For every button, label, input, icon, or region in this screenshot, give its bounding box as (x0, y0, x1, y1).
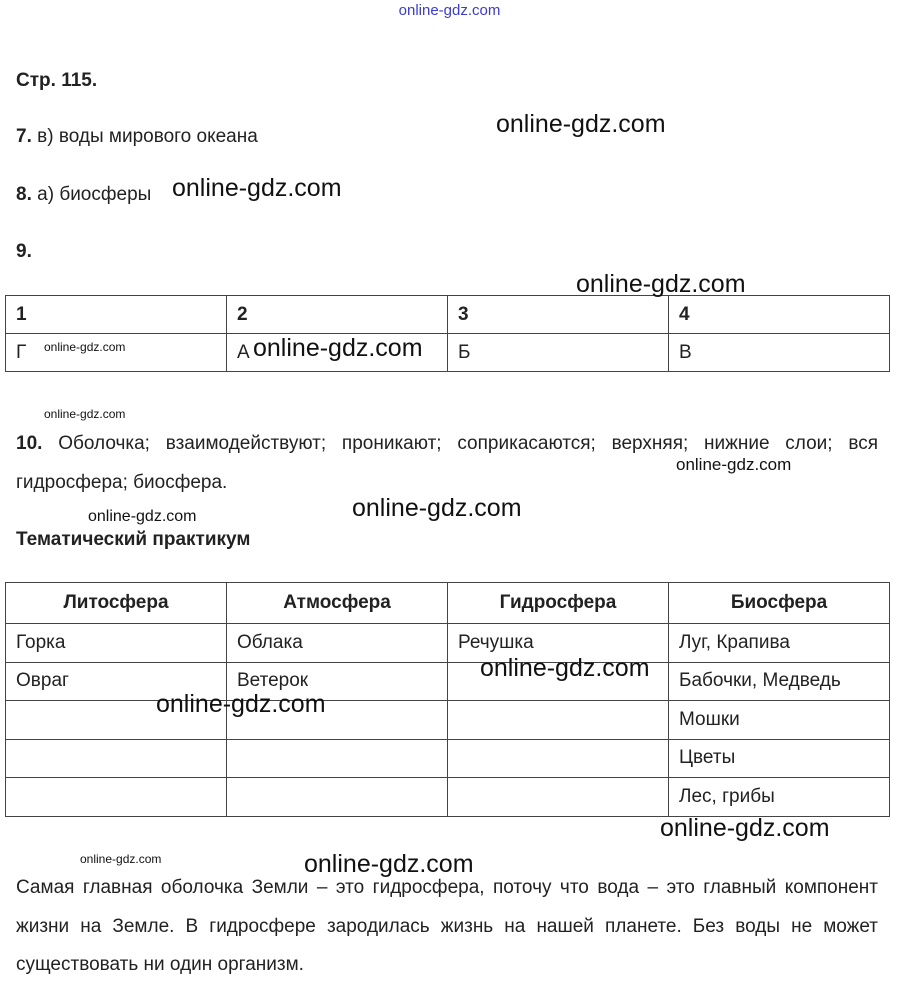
table-cell: Лес, грибы (669, 778, 890, 817)
table-cell: Овраг (6, 662, 227, 701)
watermark: online-gdz.com (44, 407, 126, 421)
table-cell: Ветерок (227, 662, 448, 701)
answer-9-number: 9. (16, 241, 32, 262)
table1-value-cell: А (227, 334, 448, 372)
watermark: online-gdz.com (480, 654, 650, 682)
watermark: online-gdz.com (576, 270, 746, 298)
answer-8-number: 8. (16, 184, 32, 205)
watermark: online-gdz.com (496, 110, 666, 138)
answer-7 (16, 126, 258, 148)
table-cell (6, 739, 227, 778)
column-header: Гидросфера (448, 583, 669, 624)
watermark: online-gdz.com (253, 334, 423, 362)
table1-value-cell: Б (448, 334, 669, 372)
answer-10-text: Оболочка; взаимодействуют; проникают; соприкасаются; верхняя; нижние слои; вся гидросфера; биосфера. (16, 433, 878, 493)
table1-header-cell: 2 (227, 296, 448, 334)
watermark: online-gdz.com (172, 174, 342, 202)
answer-8 (16, 184, 151, 206)
column-header: Биосфера (669, 583, 890, 624)
table-cell (227, 778, 448, 817)
table-cell: Мошки (669, 701, 890, 740)
section-title: Тематический практикум (16, 529, 251, 550)
table1-header-cell: 4 (669, 296, 890, 334)
answer-8-text: а) биосферы (37, 184, 152, 205)
table-cell: Облака (227, 624, 448, 663)
table-row (6, 624, 890, 663)
watermark: online-gdz.com (676, 455, 792, 474)
table-row (6, 701, 890, 740)
answer-7-number: 7. (16, 126, 32, 147)
answer-9-table (5, 295, 890, 372)
watermark: online-gdz.com (156, 690, 326, 718)
table-row (6, 334, 890, 372)
table-row (6, 778, 890, 817)
table-cell (448, 739, 669, 778)
table-cell: Бабочки, Медведь (669, 662, 890, 701)
table1-value-cell: Г (6, 334, 227, 372)
watermark: online-gdz.com (352, 494, 522, 522)
table-cell (448, 701, 669, 740)
spheres-table (5, 582, 890, 817)
table-cell: Цветы (669, 739, 890, 778)
table-row (6, 739, 890, 778)
top-watermark: online-gdz.com (398, 2, 501, 19)
answer-10-number: 10. (16, 433, 43, 454)
watermark: online-gdz.com (304, 850, 474, 878)
table-cell (227, 739, 448, 778)
table-header-row (6, 583, 890, 624)
table-cell: Луг, Крапива (669, 624, 890, 663)
page-header: Стр. 115. (16, 70, 98, 91)
table1-header-cell: 3 (448, 296, 669, 334)
table-cell (6, 778, 227, 817)
table-row (6, 662, 890, 701)
watermark: online-gdz.com (80, 852, 162, 866)
watermark: online-gdz.com (44, 340, 126, 354)
watermark: online-gdz.com (88, 508, 197, 525)
conclusion-paragraph: Самая главная оболочка Земли – это гидросфера, поточу что вода – это главный компонент жизни на Земле. В гидросфере зародилась жизнь на нашей планете. Без воды не может существовать ни один организм. (16, 877, 878, 975)
table-cell (448, 778, 669, 817)
watermark: online-gdz.com (660, 814, 830, 842)
answer-7-text: в) воды мирового океана (37, 126, 258, 147)
column-header: Атмосфера (227, 583, 448, 624)
table-cell: Горка (6, 624, 227, 663)
column-header: Литосфера (6, 583, 227, 624)
table1-value-cell: В (669, 334, 890, 372)
table-cell: Речушка (448, 624, 669, 663)
table-row (6, 296, 890, 334)
table1-header-cell: 1 (6, 296, 227, 334)
